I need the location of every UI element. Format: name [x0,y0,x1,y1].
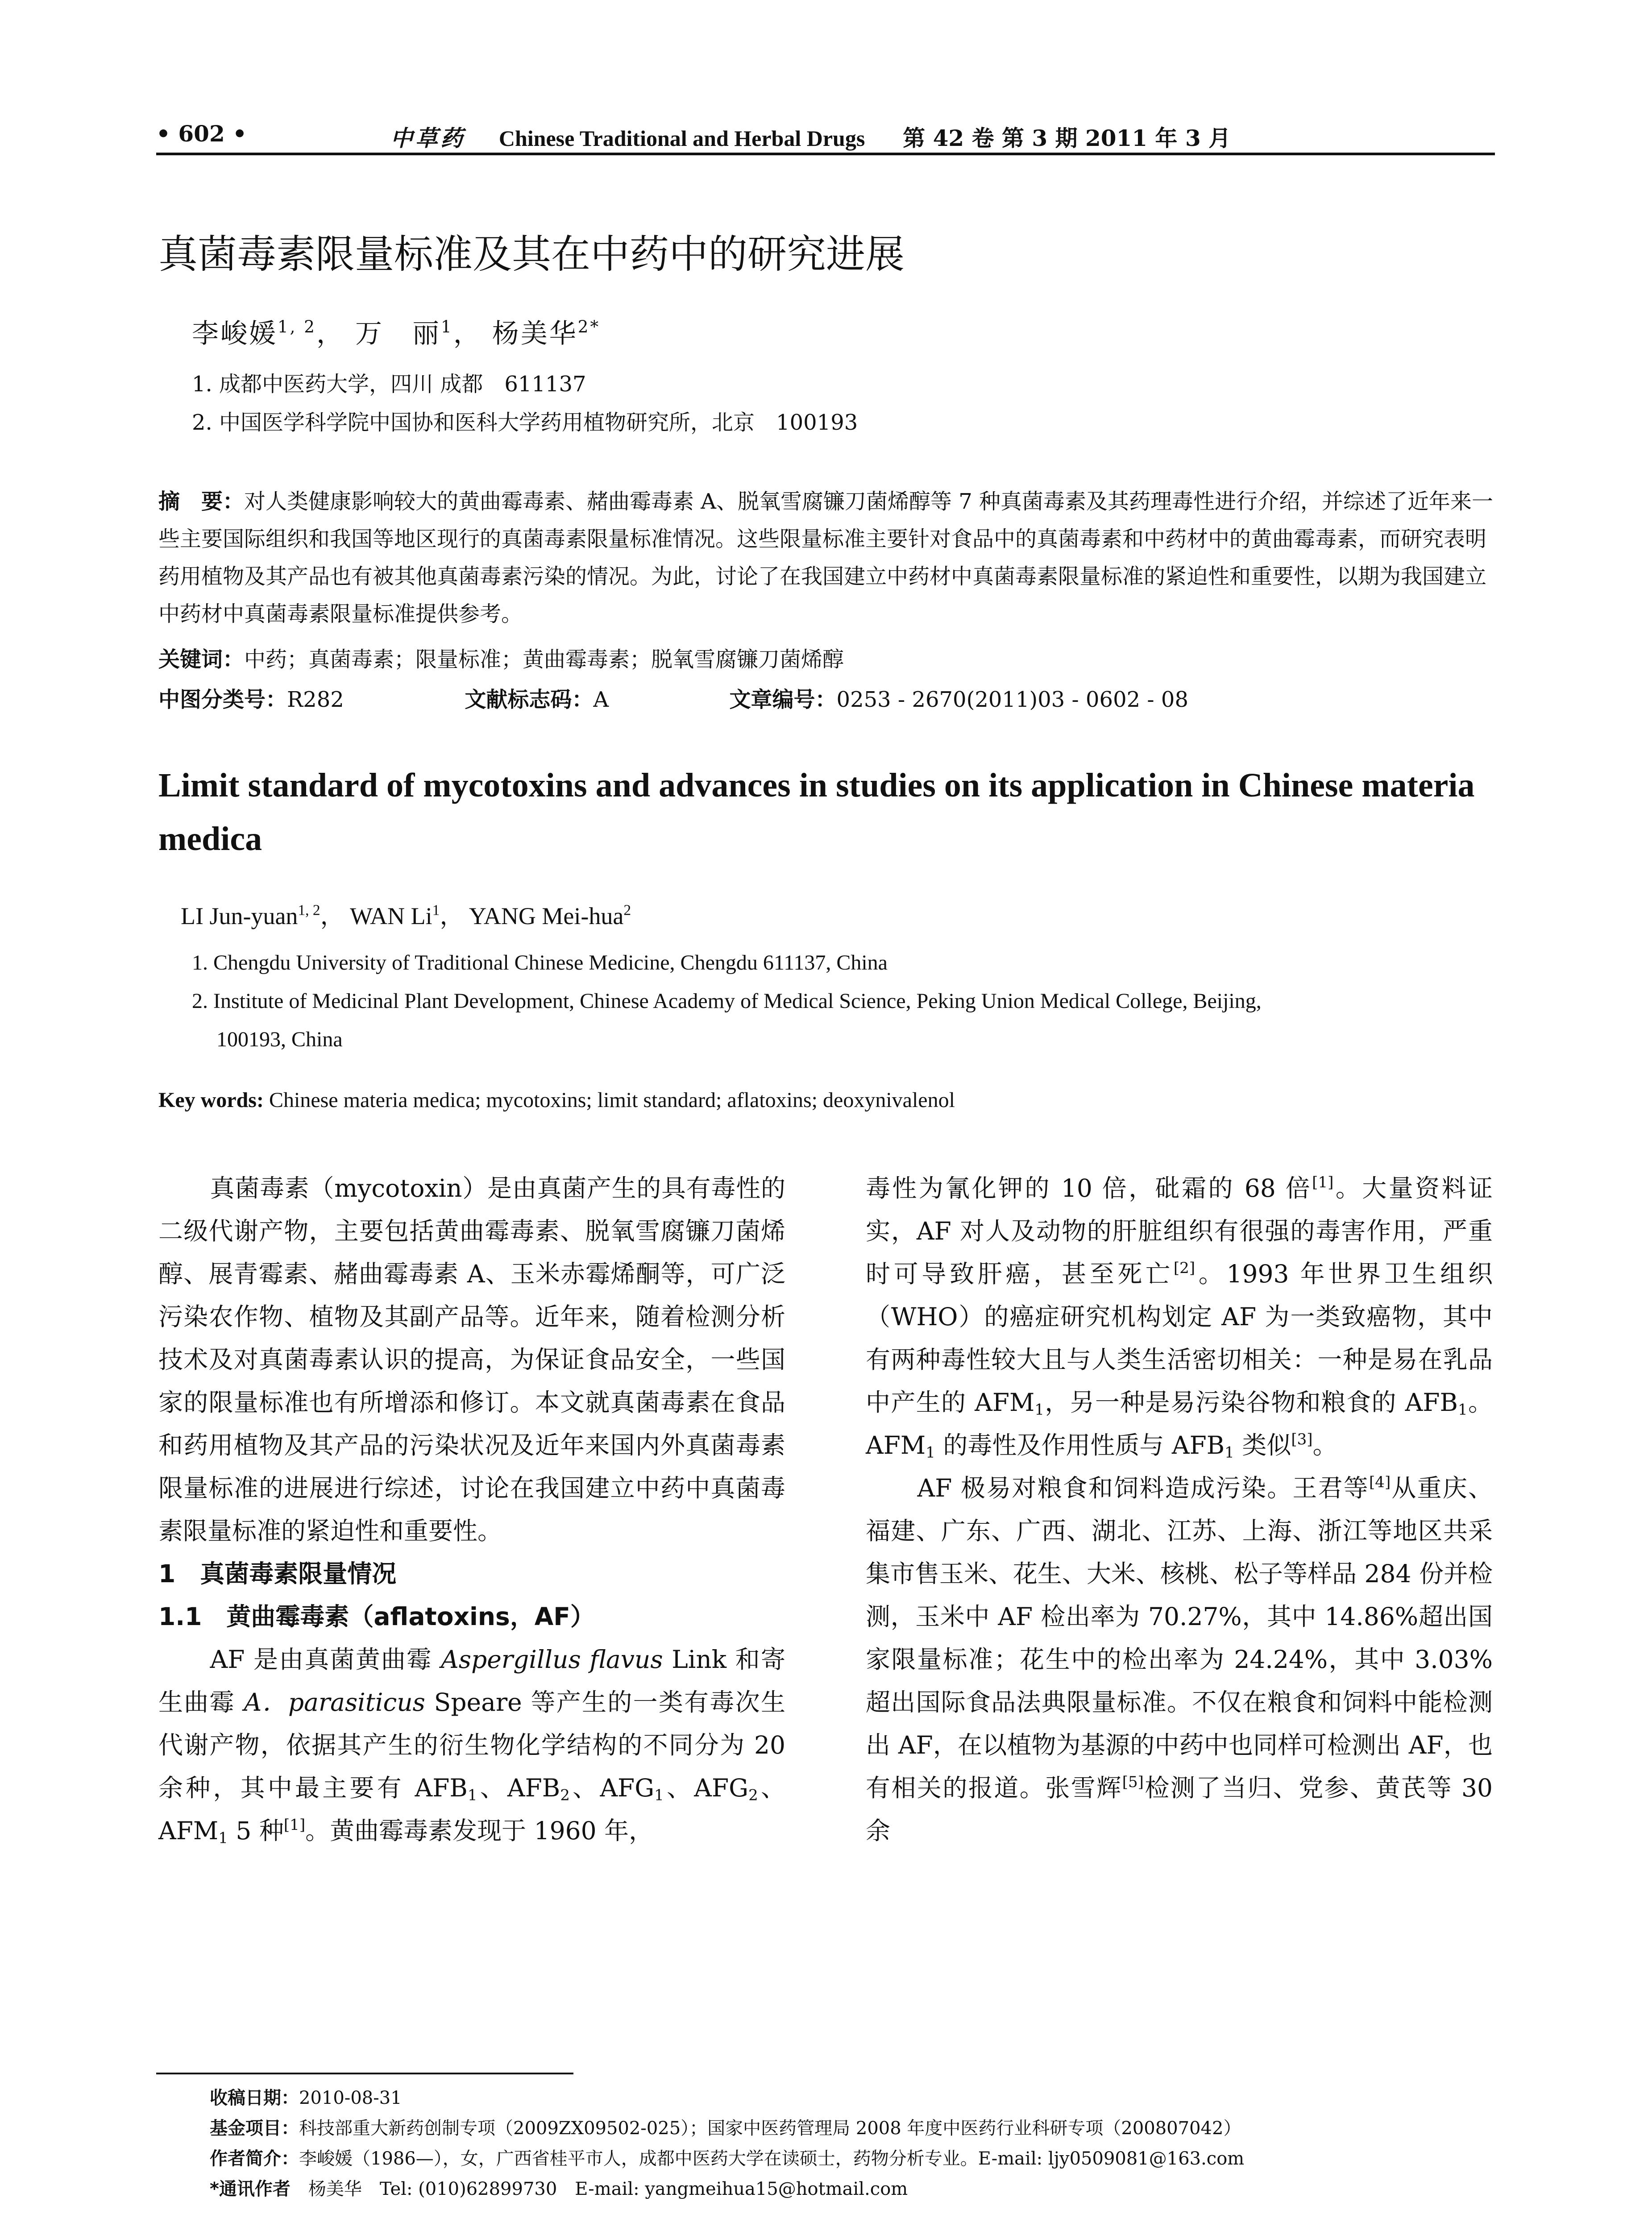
author-2-affil: 1 [441,316,453,336]
affiliation-en-2-cont: 100193, China [216,1028,343,1051]
english-title: Limit standard of mycotoxins and advances in studies on its application in Chinese materia medica [158,767,1475,858]
author-3: 杨美华 [492,318,578,349]
keywords-en-label: Key words: [158,1088,264,1112]
page-number: • 602 • [156,120,247,147]
clc-value: R282 [287,687,344,712]
author-en-2: WAN Li [350,903,432,929]
article-id-value: 0253 - 2670(2011)03 - 0602 - 08 [836,687,1188,712]
classification-line [158,681,1497,718]
abstract-text: 对人类健康影响较大的黄曲霉毒素、赭曲霉毒素 A、脱氧雪腐镰刀菌烯醇等 7 种真菌毒素及其药理毒性进行介绍，并综述了近年来一些主要国际组织和我国等地区现行的真菌毒素限量标准情况。这些限量标准主要针对食品中的真菌毒素和中药材中的黄曲霉毒素，而研究表明药用植物及其产品也有被其他真菌毒素污染的情况。为此，讨论了在我国建立中药材中真菌毒素限量标准的紧迫性和重要性，以期为我国建立中药材中真菌毒素限量标准提供参考。 [158,489,1493,626]
af-paragraph: AF 是由真菌黄曲霉 Aspergillus flavus Link 和寄生曲霉 A．parasiticus Speare 等产生的一类有毒次生代谢产物，依据其产生的衍生物化学结构的不同分为 20 余种，其中最主要有 $AFB_1$、$AFB_2$、$AFG_1$、$AFG_2$、$AFM_1$ 5 种[1]。黄曲霉毒素发现于 1960 年， [158,1645,785,1847]
journal-name-cn: 中草药 [390,125,465,151]
journal-issue: 第 42 卷 第 3 期 2011 年 3 月 [903,125,1231,151]
keywords-en [158,1088,955,1112]
author-1-affil: 1, 2 [278,316,316,336]
keywords-en-text: Chinese materia medica; mycotoxins; limit standard; aflatoxins; deoxynivalenol [269,1088,955,1112]
species-name-2: A．parasiticus [244,1688,425,1717]
author-3-affil: 2* [577,316,601,336]
citation-3: [3] [1291,1430,1313,1448]
citation-1b: [1] [1312,1173,1334,1191]
author-1: 李峻媛 [192,318,278,349]
clc-label: 中图分类号： [158,687,287,712]
affiliation-cn-2: 2. 中国医学科学院中国协和医科大学药用植物研究所，北京 100193 [192,410,858,435]
header-rule [156,153,1495,155]
affiliation-en-2: 2. Institute of Medicinal Plant Development, Chinese Academy of Medical Science, Peking Union Medical College, Beijing, [192,989,1262,1013]
affiliation-cn-1: 1. 成都中医药大学，四川 成都 611137 [192,372,586,397]
journal-name-en: Chinese Traditional and Herbal Drugs [498,126,865,151]
keywords-label: 关键词： [158,647,245,672]
footnote-funding: 基金项目：科技部重大新药创制专项（2009ZX09502-025）；国家中医药管理局 2008 年度中医药行业科研专项（200807042） [210,2118,1241,2139]
intro-paragraph: 真菌毒素（mycotoxin）是由真菌产生的具有毒性的二级代谢产物，主要包括黄曲霉毒素、脱氧雪腐镰刀菌烯醇、展青霉素、赭曲霉毒素 A、玉米赤霉烯酮等，可广泛污染农作物、植物及其副产品等。近年来，随着检测分析技术及对真菌毒素认识的提高，为保证食品安全，一些国家的限量标准也有所增添和修订。本文就真菌毒素在食品和药用植物及其产品的污染状况及近年来国内外真菌毒素限量标准的进展进行综述，讨论在我国建立中药中真菌毒素限量标准的紧迫性和重要性。 [158,1174,785,1545]
footnote-received: 收稿日期：2010-08-31 [210,2088,402,2108]
journal-header [390,120,1231,153]
abstract-cn [158,483,1497,633]
page-title: 真菌毒素限量标准及其在中药中的研究进展 [158,231,905,277]
contamination-paragraph: AF 极易对粮食和饲料造成污染。王君等[4]从重庆、福建、广东、广西、湖北、江苏、上海、浙江等地区共采集市售玉米、花生、大米、核桃、松子等样品 284 份并检测，玉米中 AF 检出率为 70.27%，其中 14.86%超出国家限量标准；花生中的检出率为 24.24%，其中 3.03%超出国际食品法典限量标准。不仅在粮食和饲料中能检测出 AF，在以植物为基源的中药中也同样可检测出 AF，也有相关的报道。张雪辉[5]检测了当归、党参、黄芪等 30 余 [866,1473,1493,1845]
section-heading-1-1: 1.1 黄曲霉毒素（aflatoxins，AF） [158,1602,595,1631]
species-name-1: Aspergillus flavus [441,1645,663,1674]
author-en-3: YANG Mei-hua [469,903,624,929]
keywords-text: 中药；真菌毒素；限量标准；黄曲霉毒素；脱氧雪腐镰刀菌烯醇 [244,647,844,672]
citation-4: [4] [1369,1473,1391,1491]
toxicity-paragraph: 毒性为氰化钾的 10 倍，砒霜的 68 倍[1]。大量资料证实，AF 对人及动物的肝脏组织有很强的毒害作用，严重时可导致肝癌，甚至死亡[2]。1993 年世界卫生组织（WHO）的癌症研究机构划定 AF 为一类致癌物，其中有两种毒性较大且与人类生活密切相关：一种是易在乳品中产生的 $AFM_1$，另一种是易污染谷物和粮食的 $AFB_1$。$AFM_1$ 的毒性及作用性质与 $AFB_1$ 类似[3]。 [866,1173,1493,1462]
keywords-cn [158,641,1497,678]
doc-code-value: A [593,687,609,712]
footnote-author: 作者简介：李峻媛（1986—），女，广西省桂平市人，成都中医药大学在读硕士，药物分析专业。E-mail: ljy0509081@163.com [210,2148,1245,2169]
footnote-rule [156,2073,573,2074]
author-en-2-affil: 1 [432,902,440,919]
author-2: 万 丽 [355,318,441,349]
body-right-column [866,1167,1493,1852]
citation-2: [2] [1173,1259,1195,1277]
footnote-corresponding: *通讯作者 杨美华 Tel: (010)62899730 E-mail: yangmeihua15@hotmail.com [210,2179,908,2199]
authors-en: LI Jun-yuan$^{1, 2}$， WAN Li$^1$， YANG Mei-hua$^2$ [181,902,631,929]
section-heading-1: 1 真菌毒素限量情况 [158,1559,397,1588]
author-en-1: LI Jun-yuan [181,903,298,929]
authors-cn: 李峻媛$^{1, 2}$， 万 丽$^1$， 杨美华$^{2*}$ [192,316,601,349]
author-en-3-affil: 2 [623,902,631,919]
doc-code-label: 文献标志码： [465,687,594,712]
citation-5: [5] [1122,1773,1144,1791]
body-left-column [158,1167,785,1852]
abstract-label: 摘 要： [158,489,245,514]
article-id-label: 文章编号： [729,687,837,712]
author-en-1-affil: 1, 2 [298,902,320,919]
affiliation-en-1: 1. Chengdu University of Traditional Chinese Medicine, Chengdu 611137, China [192,951,888,975]
citation-1: [1] [283,1816,306,1834]
